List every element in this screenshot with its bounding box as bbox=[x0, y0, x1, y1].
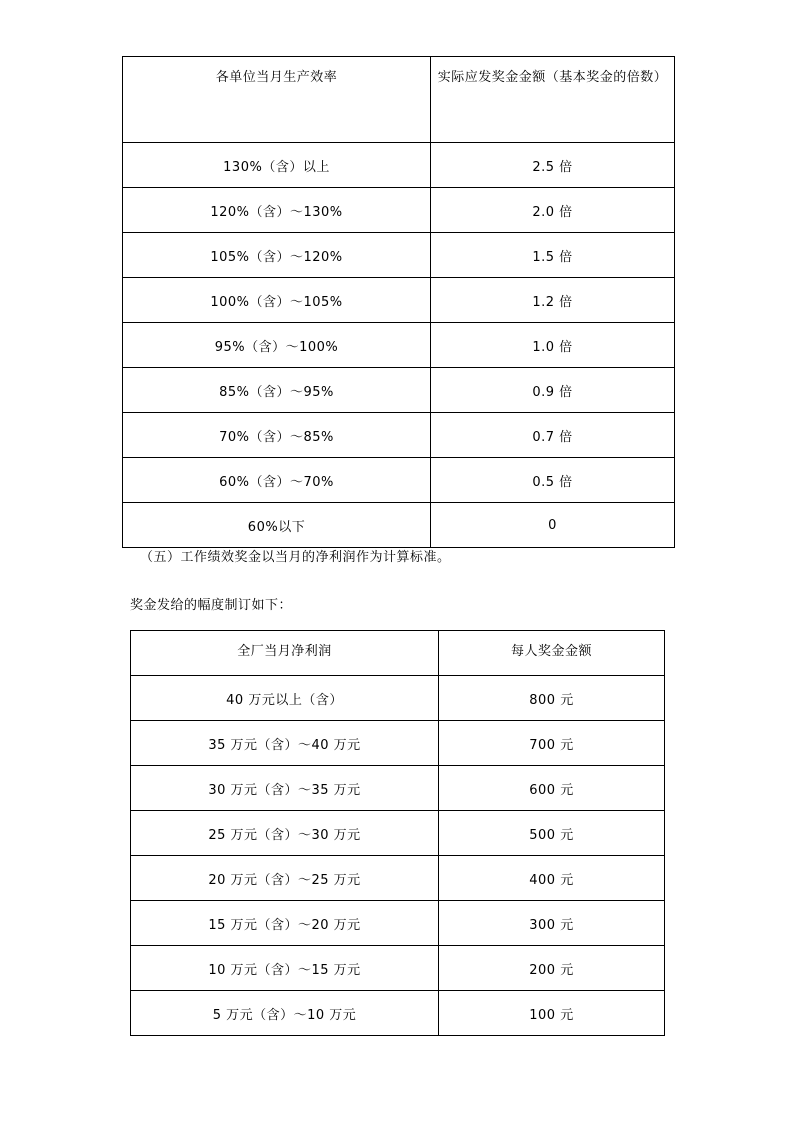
efficiency-range-cell: 130%（含）以上 bbox=[123, 143, 431, 188]
bonus-multiple-cell: 1.2 倍 bbox=[431, 278, 675, 323]
efficiency-bonus-table bbox=[122, 56, 675, 548]
column-header-efficiency: 各单位当月生产效率 bbox=[123, 57, 431, 143]
bonus-multiple-cell: 1.5 倍 bbox=[431, 233, 675, 278]
performance-bonus-note: （五）工作绩效奖金以当月的净利润作为计算标准。 bbox=[140, 550, 451, 565]
table-row bbox=[131, 811, 665, 856]
net-profit-range-cell: 40 万元以上（含） bbox=[131, 676, 439, 721]
table-row bbox=[123, 368, 675, 413]
efficiency-range-cell: 85%（含）～95% bbox=[123, 368, 431, 413]
bonus-multiple-cell: 2.5 倍 bbox=[431, 143, 675, 188]
bonus-amount-cell: 800 元 bbox=[439, 676, 665, 721]
table-header-row bbox=[131, 631, 665, 676]
bonus-amount-cell: 400 元 bbox=[439, 856, 665, 901]
bonus-amount-cell: 200 元 bbox=[439, 946, 665, 991]
efficiency-range-cell: 120%（含）～130% bbox=[123, 188, 431, 233]
bonus-multiple-cell: 0 bbox=[431, 503, 675, 548]
bonus-multiple-cell: 0.5 倍 bbox=[431, 458, 675, 503]
bonus-multiple-cell: 1.0 倍 bbox=[431, 323, 675, 368]
net-profit-range-cell: 5 万元（含）～10 万元 bbox=[131, 991, 439, 1036]
bonus-amount-cell: 300 元 bbox=[439, 901, 665, 946]
bonus-amount-cell: 500 元 bbox=[439, 811, 665, 856]
table-row bbox=[131, 676, 665, 721]
profit-bonus-table bbox=[130, 630, 665, 1036]
net-profit-range-cell: 10 万元（含）～15 万元 bbox=[131, 946, 439, 991]
table-row bbox=[131, 901, 665, 946]
efficiency-range-cell: 105%（含）～120% bbox=[123, 233, 431, 278]
table-row bbox=[131, 946, 665, 991]
efficiency-range-cell: 60%以下 bbox=[123, 503, 431, 548]
table-row bbox=[123, 143, 675, 188]
bonus-amount-cell: 600 元 bbox=[439, 766, 665, 811]
net-profit-range-cell: 20 万元（含）～25 万元 bbox=[131, 856, 439, 901]
efficiency-range-cell: 60%（含）～70% bbox=[123, 458, 431, 503]
bonus-amount-cell: 700 元 bbox=[439, 721, 665, 766]
table-row bbox=[131, 856, 665, 901]
net-profit-range-cell: 30 万元（含）～35 万元 bbox=[131, 766, 439, 811]
bonus-scale-intro: 奖金发给的幅度制订如下： bbox=[130, 598, 293, 613]
table-row bbox=[131, 766, 665, 811]
column-header-bonus-multiple: 实际应发奖金金额（基本奖金的倍数） bbox=[431, 57, 675, 143]
table-row bbox=[131, 721, 665, 766]
efficiency-range-cell: 100%（含）～105% bbox=[123, 278, 431, 323]
table-row bbox=[123, 278, 675, 323]
bonus-multiple-cell: 2.0 倍 bbox=[431, 188, 675, 233]
table-row bbox=[123, 188, 675, 233]
table-row bbox=[123, 323, 675, 368]
column-header-net-profit: 全厂当月净利润 bbox=[131, 631, 439, 676]
table-row bbox=[123, 503, 675, 548]
table-row bbox=[123, 458, 675, 503]
net-profit-range-cell: 35 万元（含）～40 万元 bbox=[131, 721, 439, 766]
table-row bbox=[131, 991, 665, 1036]
net-profit-range-cell: 25 万元（含）～30 万元 bbox=[131, 811, 439, 856]
column-header-bonus-amount: 每人奖金金额 bbox=[439, 631, 665, 676]
bonus-multiple-cell: 0.9 倍 bbox=[431, 368, 675, 413]
net-profit-range-cell: 15 万元（含）～20 万元 bbox=[131, 901, 439, 946]
bonus-amount-cell: 100 元 bbox=[439, 991, 665, 1036]
table-row bbox=[123, 233, 675, 278]
table-row bbox=[123, 413, 675, 458]
table-header-row bbox=[123, 57, 675, 143]
bonus-multiple-cell: 0.7 倍 bbox=[431, 413, 675, 458]
efficiency-range-cell: 95%（含）～100% bbox=[123, 323, 431, 368]
efficiency-range-cell: 70%（含）～85% bbox=[123, 413, 431, 458]
